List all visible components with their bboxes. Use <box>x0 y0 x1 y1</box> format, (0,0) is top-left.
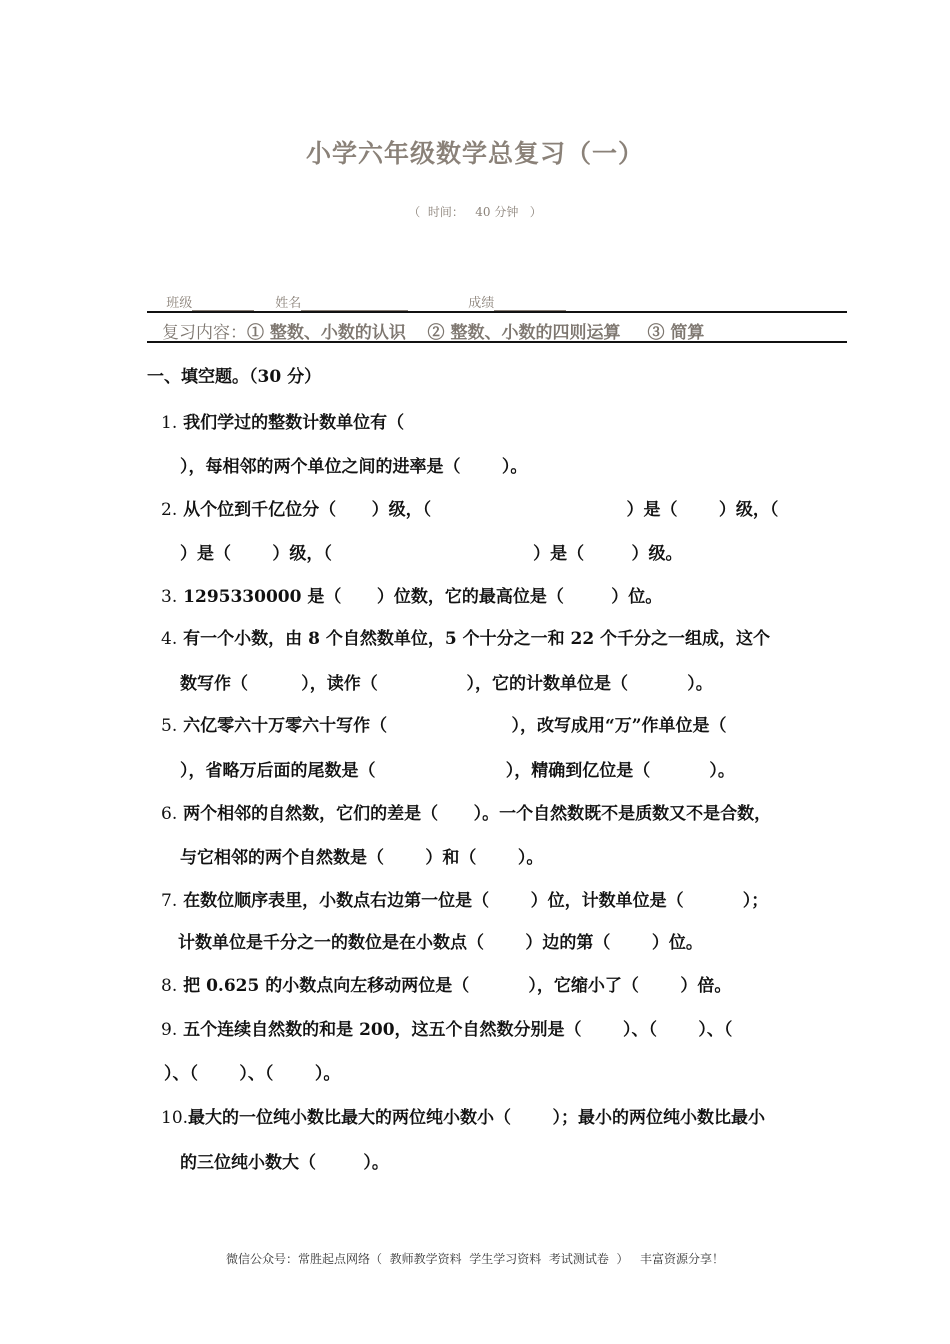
question-3 <box>161 582 662 607</box>
name-label: 姓名 <box>275 296 302 311</box>
question-text: 五个连续自然数的和是 200，这五个自然数分别是（ ）、（ ）、（ <box>183 1020 733 1040</box>
question-8 <box>161 971 731 996</box>
question-4 <box>161 624 770 649</box>
question-text: 两个相邻的自然数，它们的差是（ ）。一个自然数既不是质数又不是合数， <box>183 804 772 824</box>
question-1-line-2: ），每相邻的两个单位之间的进率是（ ）。 <box>180 457 528 477</box>
question-number: 8. <box>161 976 178 996</box>
question-text: 从个位到千亿位分（ ）级，（ ）是（ ）级，（ <box>183 500 779 520</box>
class-label: 班级 <box>166 296 193 311</box>
question-number: 1. <box>161 413 178 433</box>
question-number: 7. <box>161 891 178 911</box>
question-text: 在数位顺序表里，小数点右边第一位是（ ）位，计数单位是（ ）； <box>183 891 769 911</box>
question-text: 1295330000 是（ ）位数，它的最高位是（ ）位。 <box>183 587 663 607</box>
bottom-rule <box>147 341 847 343</box>
class-blank <box>192 296 254 311</box>
question-5 <box>161 711 727 736</box>
class-field <box>158 277 254 311</box>
score-label: 成绩 <box>468 296 495 311</box>
top-rule <box>147 311 847 313</box>
question-5-line-2: ），省略万后面的尾数是（ ），精确到亿位是（ ）。 <box>180 761 735 781</box>
question-text: 把 0.625 的小数点向左移动两位是（ ），它缩小了（ ）倍。 <box>183 976 732 996</box>
question-text: 有一个小数，由 8 个自然数单位，5 个十分之一和 22 个千分之一组成，这个 <box>183 629 771 649</box>
question-number: 5. <box>161 716 178 736</box>
question-number: 4. <box>161 629 178 649</box>
time-note: （ 时间： 40 分钟 ） <box>408 205 542 219</box>
footer-note: 微信公众号：常胜起点网络（ 教师教学资料 学生学习资料 考试测试卷 ） 丰富资源分享！ <box>226 1252 724 1266</box>
question-number: 3. <box>161 587 178 607</box>
review-item: ③ 简算 <box>647 323 705 343</box>
question-2 <box>161 495 778 520</box>
question-2-line-2: ）是（ ）级，（ ）是（ ）级。 <box>180 544 683 564</box>
review-prefix: 复习内容： <box>162 323 247 343</box>
question-text: 我们学过的整数计数单位有（ <box>183 413 405 433</box>
question-6-line-2: 与它相邻的两个自然数是（ ）和（ ）。 <box>180 848 544 868</box>
question-9 <box>161 1015 732 1040</box>
name-blank <box>301 296 408 311</box>
score-blank <box>494 296 566 311</box>
section-heading: 一、填空题。（30 分） <box>147 367 322 387</box>
question-10-line-2: 的三位纯小数大（ ）。 <box>180 1153 389 1173</box>
score-field <box>460 277 566 311</box>
question-4-line-2: 数写作（ ），读作（ ），它的计数单位是（ ）。 <box>180 674 713 694</box>
question-1 <box>161 408 404 433</box>
question-text: 最大的一位纯小数比最大的两位纯小数小（ ）；最小的两位纯小数比最小 <box>188 1108 765 1128</box>
review-content <box>162 318 704 343</box>
question-7 <box>161 886 768 911</box>
page-title: 小学六年级数学总复习（一） <box>305 139 644 168</box>
review-item: ② 整数、小数的四则运算 <box>427 323 621 343</box>
question-10 <box>161 1103 765 1128</box>
question-6 <box>161 799 771 824</box>
question-9-line-2: ）、（ ）、（ ）。 <box>164 1064 341 1084</box>
name-field <box>267 277 408 311</box>
question-number: 2. <box>161 500 178 520</box>
review-item: ① 整数、小数的认识 <box>247 323 406 343</box>
question-number: 6. <box>161 804 178 824</box>
question-number: 10. <box>161 1108 189 1128</box>
question-7-line-2: 计数单位是千分之一的数位是在小数点（ ）边的第（ ）位。 <box>178 933 703 953</box>
question-text: 六亿零六十万零六十写作（ ），改写成用“万”作单位是（ <box>183 716 727 736</box>
question-number: 9. <box>161 1020 178 1040</box>
